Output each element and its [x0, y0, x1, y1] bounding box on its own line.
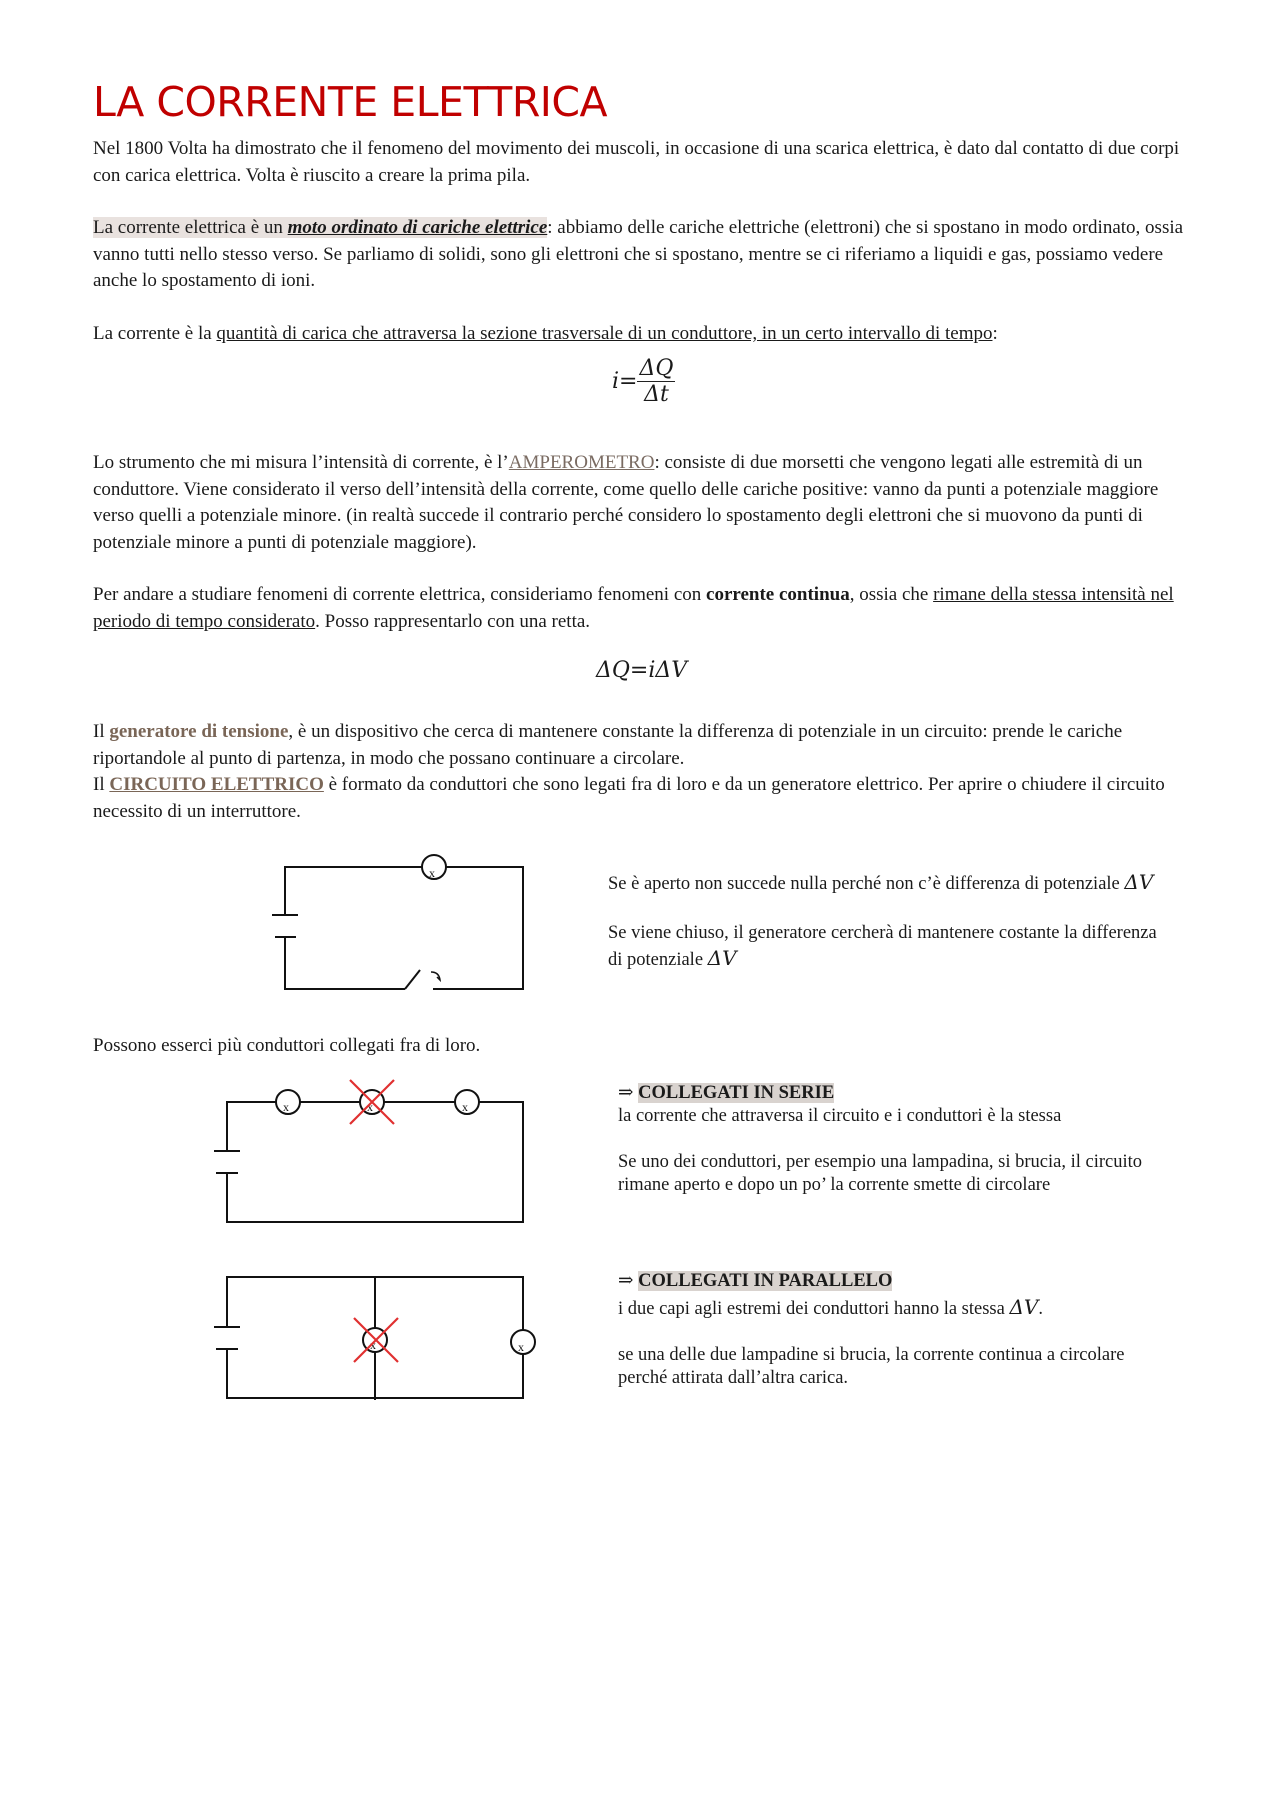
ammeter-link[interactable]: AMPEROMETRO — [508, 452, 655, 473]
wire — [227, 1102, 523, 1222]
svg-text:x: x — [367, 1100, 373, 1114]
ammeter-paragraph: Lo strumento che mi misura l’intensità di corrente, è l’AMPEROMETRO: consiste di due morsetti che vengono legati alle estremità di un conduttore. Viene considerato il verso dell’intensità della corrente, come quello delle cariche positive: vanno da punti a potenziale maggiore verso quelli a potenziale minore. (in realtà succede il contrario perché considero lo spostamento degli elettroni che si muovono da punti di potenziale minore a punti di potenziale maggiore). — [93, 452, 1159, 554]
parallel-text: ⇒ COLLEGATI IN PARALLELO i due capi agli estremi dei conduttori hanno la stessa ΔV. se una delle due lampadine si brucia, la corrente continua a circolare perché attirata dall’altra carica. — [618, 1271, 1125, 1388]
dc-paragraph: Per andare a studiare fenomeni di corrente elettrica, consideriamo fenomeni con corrente continua, ossia che rimane della stessa intensità nel periodo di tempo considerato. Posso rappresentarlo con una retta. — [93, 584, 1174, 632]
svg-text:x: x — [429, 866, 435, 880]
formula-current: i= $\frac{\Delta Q}{\Delta t}$ — [612, 356, 674, 407]
formula-charge: ΔQ=iΔV — [596, 658, 688, 683]
circuit-link[interactable]: CIRCUITO ELETTRICO — [109, 774, 324, 795]
svg-text:x: x — [518, 1340, 524, 1354]
switch-arrow-icon — [431, 972, 440, 980]
quantity-paragraph: La corrente è la quantità di carica che attraversa la sezione trasversale di un conduttore, in un certo intervallo di tempo: — [93, 323, 998, 344]
svg-text:x: x — [283, 1100, 289, 1114]
svg-text:x: x — [370, 1338, 376, 1352]
page-title: LA CORRENTE ELETTRICA — [93, 78, 608, 126]
series-text: ⇒ COLLEGATI IN SERIE la corrente che attraversa il circuito e i conduttori è la stessa Se uno dei conduttori, per esempio una lampadina, si brucia, il circuito rimane aperto e dopo un po’ la corrente smette di circolare — [618, 1083, 1143, 1195]
intro-paragraph: Nel 1800 Volta ha dimostrato che il fenomeno del movimento dei muscoli, in occasione di una scarica elettrica, è dato dal contatto di due corpi con carica elettrica. Volta è riuscito a creare la prima pila. — [93, 138, 1180, 186]
multiple-conductors-text: Possono esserci più conduttori collegati fra di loro. — [93, 1035, 481, 1056]
series-heading: COLLEGATI IN SERIE — [638, 1083, 835, 1103]
circuit-parallel — [214, 1277, 535, 1400]
circuit-open-switch — [272, 855, 523, 989]
circuit-series — [214, 1080, 523, 1222]
open-circuit-text: Se è aperto non succede nulla perché non c’è differenza di potenziale ΔV Se viene chiuso, il generatore cercherà di mantenere costante la differenza di potenziale ΔV — [608, 870, 1157, 971]
wire — [285, 867, 523, 989]
svg-text:x: x — [462, 1100, 468, 1114]
highlight-text: La corrente elettrica è un moto ordinato di cariche elettrice — [93, 217, 548, 238]
switch-lever — [405, 970, 420, 989]
parallel-heading: COLLEGATI IN PARALLELO — [638, 1271, 893, 1291]
definition-paragraph: La corrente elettrica è un moto ordinato di cariche elettrice: abbiamo delle cariche elettriche (elettroni) che si spostano in modo ordinato, ossia vanno tutti nello stesso verso. Se parliamo di solidi, sono gli elettroni che si spostano, mentre se ci riferiamo a liquidi e gas, possiamo vedere anche lo spostamento di ioni. — [93, 217, 1184, 292]
circuit-paragraph: Il CIRCUITO ELETTRICO è formato da conduttori che sono legati fra di loro e da un generatore elettrico. Per aprire o chiudere il circuito necessito di un interruttore. — [93, 774, 1165, 822]
generator-paragraph: Il generatore di tensione, è un dispositivo che cerca di mantenere constante la differenza di potenziale in un circuito: prende le cariche riportandole al punto di partenza, in modo che possano continuare a circolare. — [93, 721, 1123, 769]
